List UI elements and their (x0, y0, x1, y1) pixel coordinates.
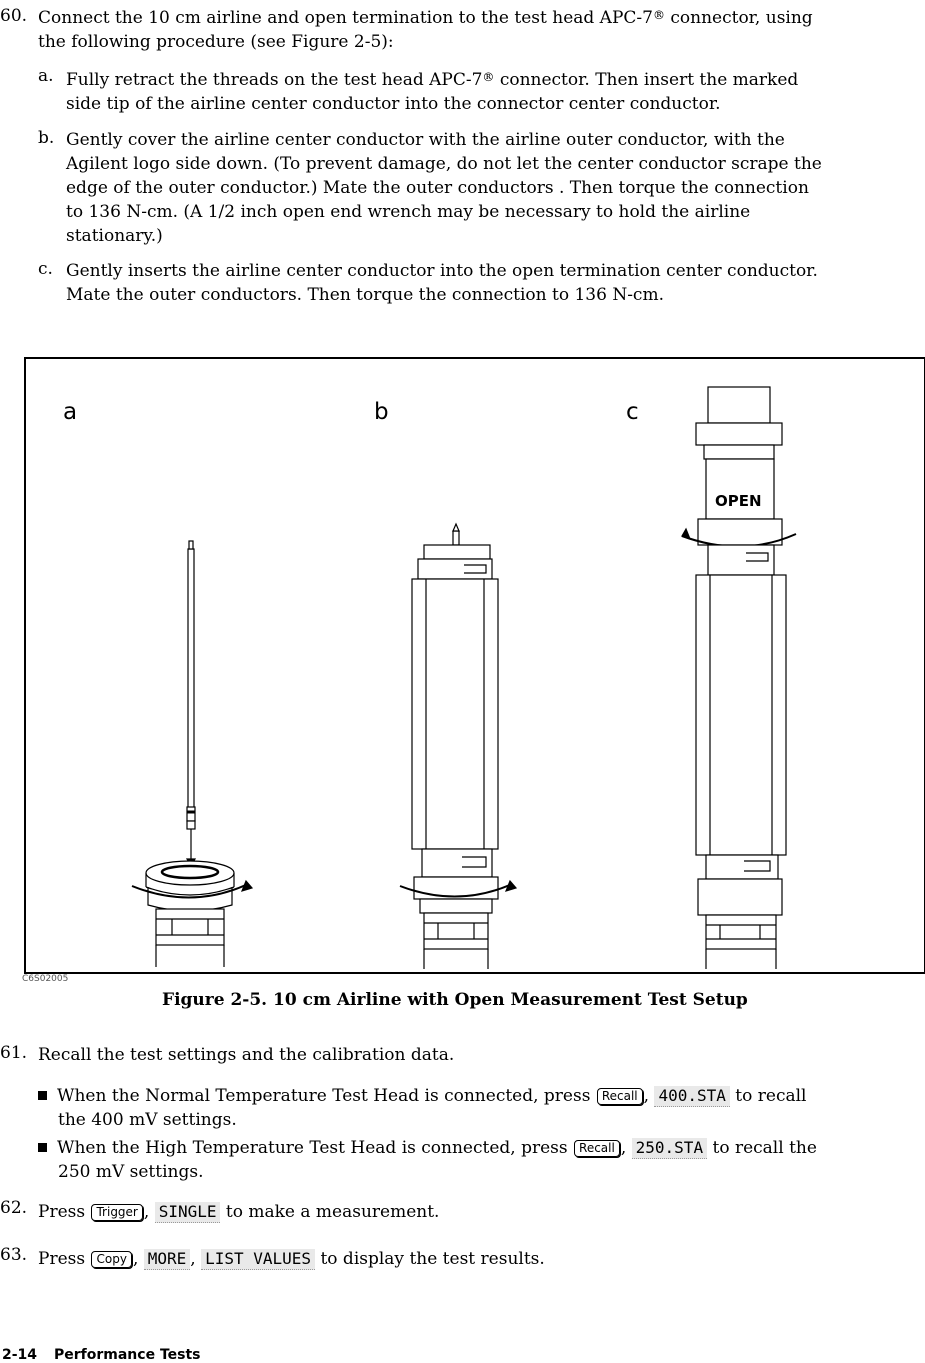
softkey-400-sta[interactable]: 400.STA (654, 1086, 729, 1107)
substep-b-line: Gently cover the airline center conductor with the airline outer conductor, with the (66, 130, 785, 150)
figure-illustration (24, 357, 925, 974)
step-62-text: Press Trigger , SINGLE to make a measurement. (38, 1202, 440, 1222)
softkey-more[interactable]: MORE (144, 1249, 191, 1270)
figure-label-b: b (374, 399, 389, 425)
airline-assembly-drawing (26, 359, 924, 972)
open-termination-drawing (682, 387, 796, 969)
copy-key[interactable]: Copy (91, 1251, 131, 1268)
recall-key[interactable]: Recall (574, 1140, 620, 1157)
bullet-icon (38, 1143, 47, 1152)
open-label: OPEN (715, 492, 762, 510)
step-number: 62. (0, 1198, 28, 1218)
step-61-bullet-2: When the High Temperature Test Head is connected, press Recall , 250.STA to recall the (38, 1136, 817, 1160)
test-head-connector-a (132, 861, 252, 967)
substep-b-line: stationary.) (66, 226, 163, 246)
bullet-icon (38, 1091, 47, 1100)
substep-b-line: Agilent logo side down. (To prevent damage, do not let the center conductor scrape the (66, 154, 822, 174)
substep-label: b. (38, 128, 55, 148)
substep-c-line: Gently inserts the airline center conductor into the open termination center conductor. (66, 261, 818, 281)
recall-key[interactable]: Recall (597, 1088, 643, 1105)
figure-caption: Figure 2-5. 10 cm Airline with Open Measurement Test Setup (162, 990, 748, 1010)
section-title: Performance Tests (54, 1347, 201, 1363)
step-60-line-2: the following procedure (see Figure 2-5): (38, 32, 394, 52)
page-number: 2-14 (2, 1347, 38, 1363)
substep-label: a. (38, 66, 54, 86)
step-number: 61. (0, 1043, 28, 1063)
substep-label: c. (38, 259, 53, 279)
substep-b-line: to 136 N-cm. (A 1/2 inch open end wrench may be necessary to hold the airline (66, 202, 751, 222)
trigger-key[interactable]: Trigger (91, 1204, 142, 1221)
softkey-250-sta[interactable]: 250.STA (632, 1138, 707, 1159)
step-61-text: Recall the test settings and the calibration data. (38, 1045, 455, 1065)
substep-a-line-2: side tip of the airline center conductor into the connector center conductor. (66, 94, 721, 114)
softkey-list-values[interactable]: LIST VALUES (201, 1249, 315, 1270)
center-conductor-drawing (187, 541, 195, 866)
softkey-single[interactable]: SINGLE (155, 1202, 221, 1223)
step-61-bullet-1-line-2: the 400 mV settings. (58, 1110, 237, 1130)
figure-label-c: c (626, 399, 639, 425)
outer-conductor-drawing (400, 524, 516, 969)
step-61-bullet-2-line-2: 250 mV settings. (58, 1162, 204, 1182)
figure-label-a: a (63, 399, 78, 425)
step-60-line-1: Connect the 10 cm airline and open termination to the test head APC-7® connector, using (38, 8, 813, 28)
step-63-text: Press Copy , MORE , LIST VALUES to display the test results. (38, 1249, 545, 1269)
step-number: 63. (0, 1245, 28, 1265)
substep-b-line: edge of the outer conductor.) Mate the outer conductors . Then torque the connection (66, 178, 809, 198)
step-61-bullet-1: When the Normal Temperature Test Head is connected, press Recall , 400.STA to recall (38, 1084, 807, 1108)
substep-a-line-1: Fully retract the threads on the test head APC-7® connector. Then insert the marked (66, 70, 799, 90)
figure-code: C6S02005 (22, 974, 69, 984)
step-number: 60. (0, 6, 28, 26)
substep-c-line: Mate the outer conductors. Then torque the connection to 136 N-cm. (66, 285, 664, 305)
